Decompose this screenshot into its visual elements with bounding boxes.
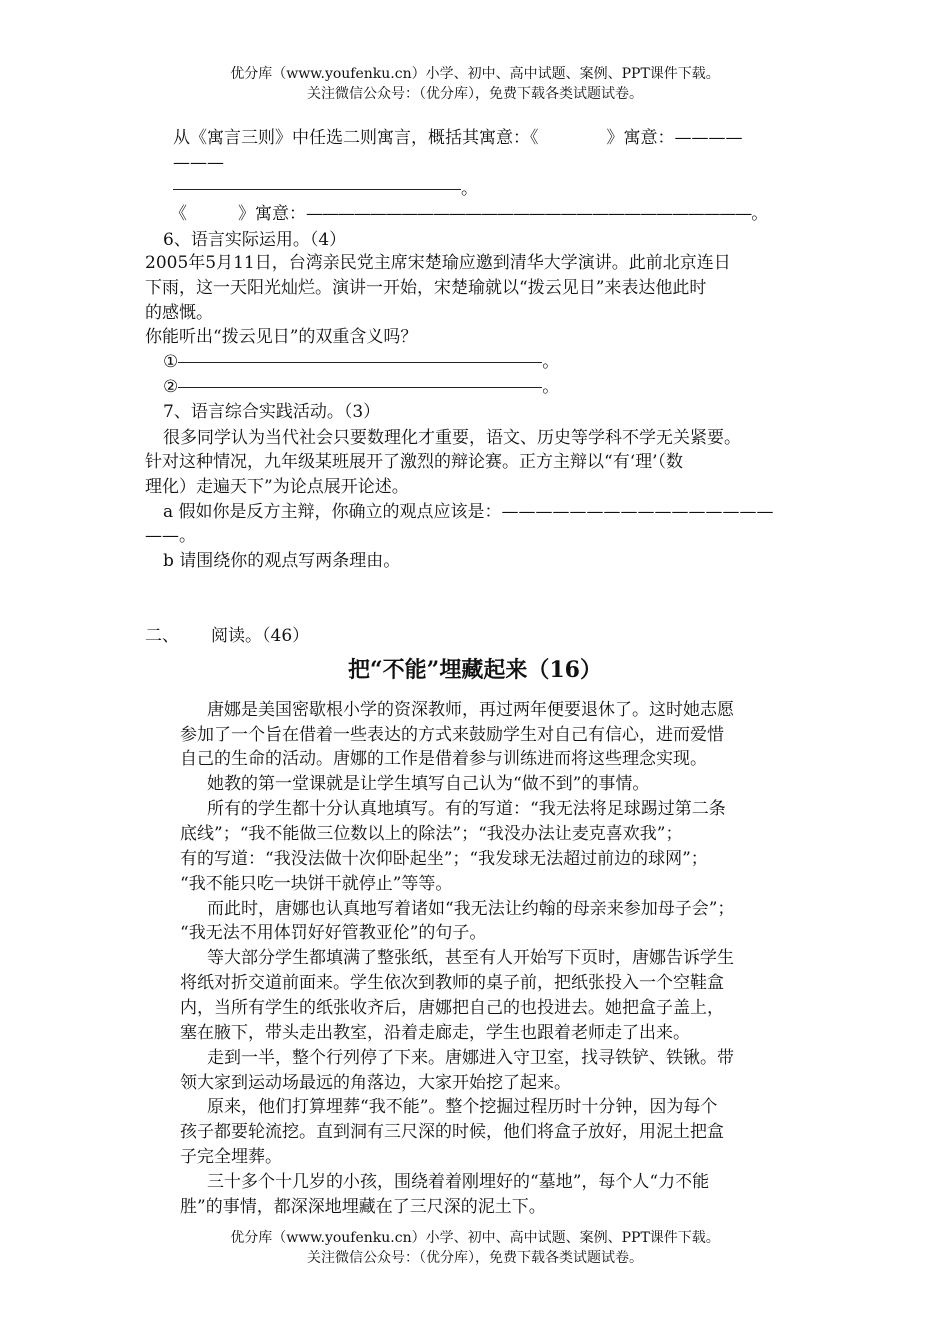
q5-line3: [173, 176, 478, 202]
q6-answer2: [163, 374, 559, 400]
q6-question: 你能听出“拨云见日”的双重含义吗？: [145, 327, 418, 347]
q7-a-line2: ——。: [145, 526, 196, 546]
q5-line3-end: 。: [461, 179, 478, 199]
q7-para-line1: 很多同学认为当代社会只要数理化才重要，语文、历史等学科不学无关紧要。: [163, 428, 741, 448]
q6-answer2-label: ②: [163, 377, 179, 397]
article-line: 塞在腋下，带头走出教室，沿着走廊走，学生也跟着老师走了出来。: [180, 1023, 690, 1043]
q6-answer2-blank[interactable]: [178, 387, 542, 388]
article-line: 有的写道：“我没法做十次仰卧起坐”；“我发球无法超过前边的球网”；: [180, 849, 708, 869]
q5-line4: [170, 201, 768, 227]
q6-answer2-end: 。: [542, 377, 560, 397]
article-line: 而此时，唐娜也认真地写着诸如“我无法让约翰的母亲来参加母子会”；: [207, 899, 735, 919]
article-line: 胜”的事情，都深深地埋藏在了三尺深的泥土下。: [180, 1197, 546, 1217]
article-line: 她教的第一堂课就是让学生填写自己认为“做不到”的事情。: [207, 774, 650, 794]
article-line: “我无法不用体罚好好管教亚伦”的句子。: [180, 923, 487, 943]
q5-line4-dashes: ————————————————————————————: [306, 204, 752, 224]
article-line: 将纸对折交道前面来。学生依次到教师的桌子前，把纸张投入一个空鞋盒: [180, 973, 724, 993]
q6-answer1: [163, 349, 559, 375]
q5-line2-dashes: ———: [173, 153, 224, 173]
q7-para-line2: 针对这种情况，九年级某班展开了激烈的辩论赛。正方主辩以“有‘理’（数: [145, 452, 683, 472]
article-line: 内，当所有学生的纸张收齐后，唐娜把自己的也投进去。她把盒子盖上，: [180, 998, 724, 1018]
article-line: 所有的学生都十分认真地填写。有的写道：“我无法将足球踢过第二条: [207, 799, 726, 819]
article-line: 唐娜是美国密歇根小学的资深教师，再过两年便要退休了。这时她志愿: [207, 700, 734, 720]
page-header-line1: 优分库（www.youfenku.cn）小学、初中、高中试题、案例、PPT课件下载。: [230, 66, 720, 82]
q7-para-line3: 理化）走遍天下”为论点展开论述。: [145, 477, 409, 497]
q6-para-line1: 2005年5月11日，台湾亲民党主席宋楚瑜应邀到清华大学演讲。此前北京连日: [145, 253, 731, 273]
q5-line4-prefix: 《 》寓意：: [170, 204, 306, 224]
article-line: 原来，他们打算埋葬“我不能”。整个挖掘过程历时十分钟，因为每个: [207, 1097, 718, 1117]
q7-b-line: b 请围绕你的观点写两条理由。: [163, 551, 401, 571]
q6-heading: 6、语言实际运用。（4）: [163, 230, 347, 250]
section2-label: 阅读。（46）: [211, 626, 310, 646]
article-line: 孩子都要轮流挖。直到洞有三尺深的时候，他们将盒子放好，用泥土把盒: [180, 1122, 724, 1142]
q6-para-line2: 下雨，这一天阳光灿烂。演讲一开始，宋楚瑜就以“拨云见日”来表达他此时: [145, 278, 707, 298]
q6-answer1-blank[interactable]: [178, 362, 542, 363]
article-line: 自己的生命的活动。唐娜的工作是借着参与训练进而将这些理念实现。: [180, 749, 707, 769]
q7-heading: 7、语言综合实践活动。（3）: [163, 402, 381, 422]
q5-line4-end: 。: [751, 204, 769, 224]
article-line: 底线”；“我不能做三位数以上的除法”；“我没办法让麦克喜欢我”；: [180, 824, 683, 844]
article-line: 等大部分学生都填满了整张纸，甚至有人开始写下页时，唐娜告诉学生: [207, 948, 734, 968]
q6-para-line3: 的感慨。: [145, 303, 213, 323]
article-line: “我不能只吃一块饼干就停止”等等。: [180, 874, 453, 894]
article-line: 领大家到运动场最远的角落边，大家开始挖了起来。: [180, 1073, 571, 1093]
article-line: 参加了一个旨在借着一些表达的方式来鼓励学生对自己有信心，进而爱惜: [180, 725, 724, 745]
page-footer-line1: 优分库（www.youfenku.cn）小学、初中、高中试题、案例、PPT课件下载。: [230, 1230, 720, 1246]
section2-number: 二、: [145, 626, 179, 646]
article-line: 三十多个十几岁的小孩，围绕着着刚埋好的“墓地”，每个人“力不能: [207, 1172, 710, 1192]
page-footer-line2: 关注微信公众号：（优分库），免费下载各类试题试卷。: [307, 1250, 643, 1266]
article-title: 把“不能”埋藏起来（16）: [348, 657, 602, 683]
article-line: 走到一半，整个行列停了下来。唐娜进入守卫室，找寻铁铲、铁锹。带: [207, 1048, 734, 1068]
q5-line1: 从《寓言三则》中任选二则寓言，概括其寓意：《 》寓意：————: [173, 128, 743, 148]
q7-a-line1: a 假如你是反方主辩，你确立的观点应该是：————————————————: [163, 502, 774, 522]
page-header-line2: 关注微信公众号：（优分库），免费下载各类试题试卷。: [307, 86, 643, 102]
q6-answer1-end: 。: [542, 352, 560, 372]
q6-answer1-label: ①: [163, 352, 179, 372]
article-line: 子完全埋葬。: [180, 1147, 282, 1167]
q5-answer-blank[interactable]: [173, 189, 461, 190]
